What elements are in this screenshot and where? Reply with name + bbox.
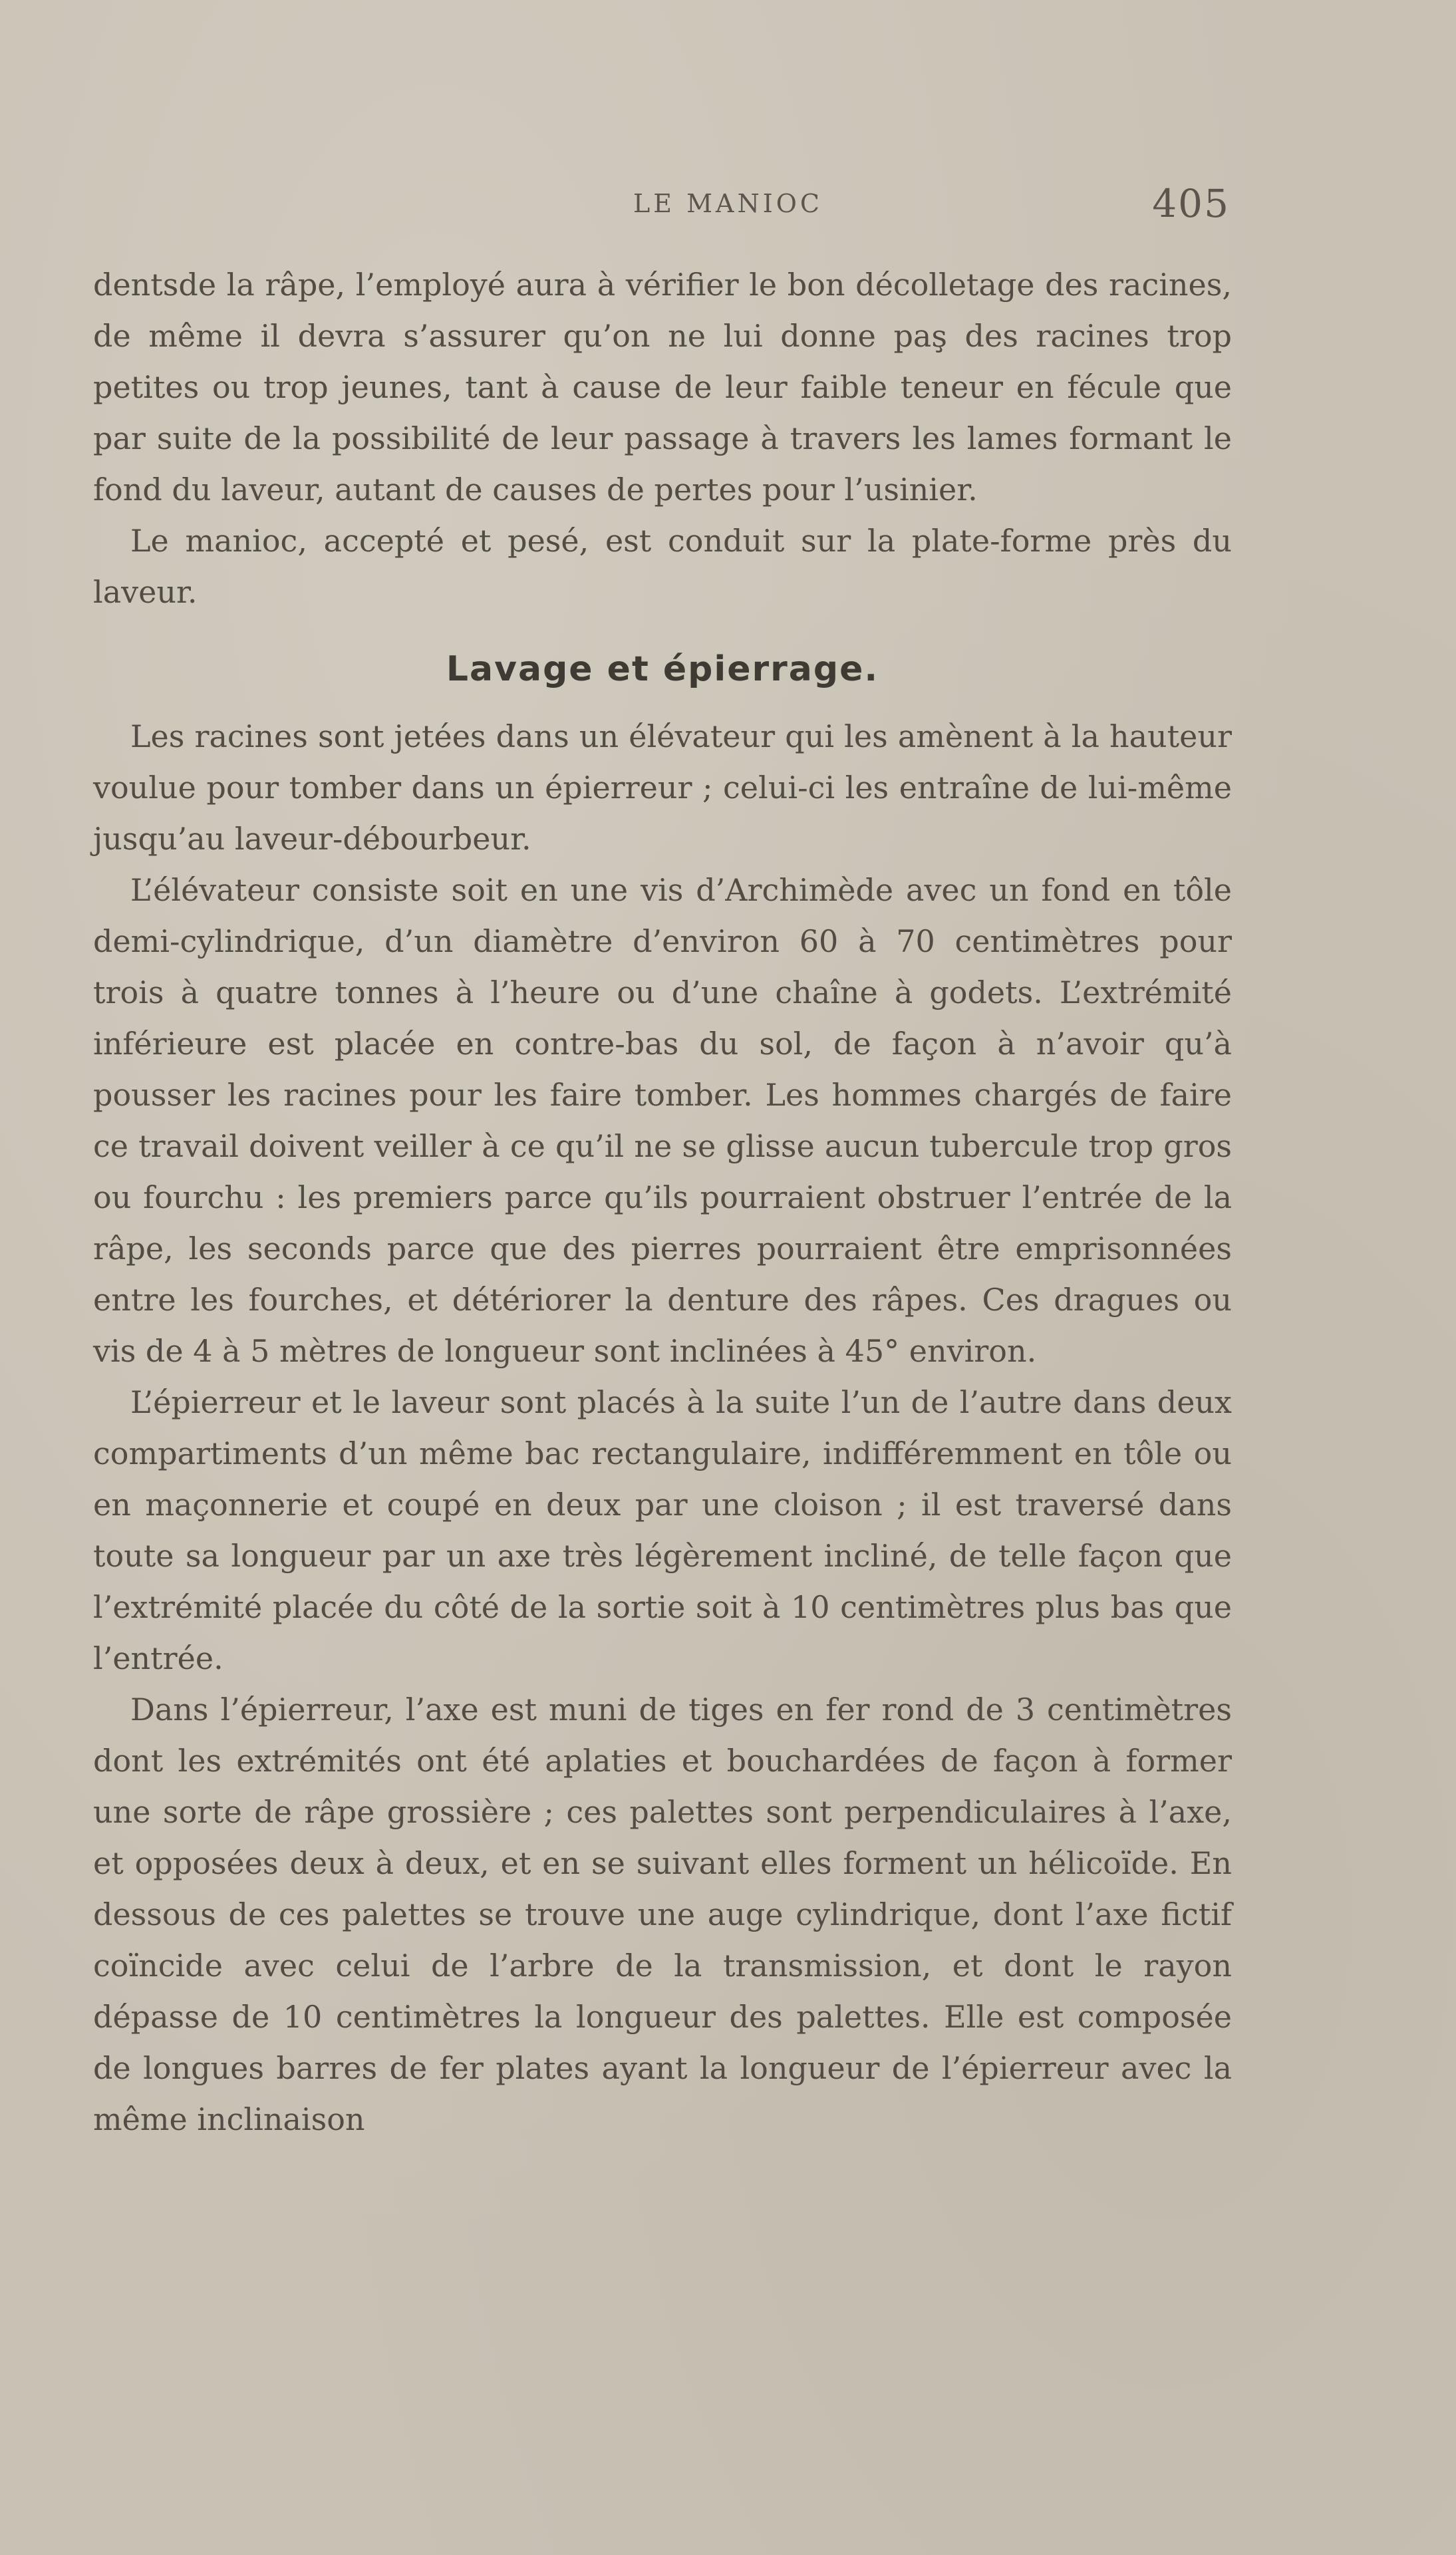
running-title: LE MANIOC <box>633 189 823 218</box>
running-header <box>0 181 1456 238</box>
paragraph-continued: dentsde la râpe, l’employé aura à vérifier le bon décolletage des racines, de même il devra s’assurer qu’on ne lui donne paş des racines trop petites ou trop jeunes, tant à cause de leur faible teneur en fécule que par suite de la possibilité de leur passage à travers les lames formant le fond du laveur, autant de causes de pertes pour l’usinier. <box>93 267 1232 508</box>
page-number: 405 <box>1152 181 1230 226</box>
paragraph: Les racines sont jetées dans un élévateur qui les amènent à la hauteur voulue pour tomber dans un épierreur ; celui-ci les entraîne de lui-même jusqu’au laveur-débourbeur. <box>93 718 1232 857</box>
paragraph: Le manioc, accepté et pesé, est conduit sur la plate-forme près du laveur. <box>93 523 1232 610</box>
paragraph: L’épierreur et le laveur sont placés à la suite l’un de l’autre dans deux compartiments d’un même bac rectangulaire, indifféremment en tôle ou en maçonnerie et coupé en deux par une cloison ; il est traversé dans toute sa longueur par un axe très légèrement incliné, de telle façon que l’extrémité placée du côté de la sortie soit à 10 centimètres plus bas que l’entrée. <box>93 1384 1232 1676</box>
paragraph: L’élévateur consiste soit en une vis d’Archimède avec un fond en tôle demi-cylindrique, d’un diamètre d’environ 60 à 70 centimètres pour trois à quatre tonnes à l’heure ou d’une chaîne à godets. L’extrémité inférieure est placée en contre-bas du sol, de façon à n’avoir qu’à pousser les racines pour les faire tomber. Les hommes chargés de faire ce travail doivent veiller à ce qu’il ne se glisse aucun tubercule trop gros ou fourchu : les premiers parce qu’ils pourraient obstruer l’entrée de la râpe, les seconds parce que des pierres pourraient être emprisonnées entre les fourches, et détériorer la denture des râpes. Ces dragues ou vis de 4 à 5 mètres de longueur sont inclinées à 45° environ. <box>93 872 1232 1369</box>
body-text <box>93 259 1232 2145</box>
paragraph: Dans l’épierreur, l’axe est muni de tiges en fer rond de 3 centimètres dont les extrémités ont été aplaties et bouchardées de façon à former une sorte de râpe grossière ; ces palettes sont perpendiculaires à l’axe, et opposées deux à deux, et en se suivant elles forment un hélicoïde. En dessous de ces palettes se trouve une auge cylindrique, dont l’axe fictif coïncide avec celui de l’arbre de la transmission, et dont le rayon dépasse de 10 centimètres la longueur des palettes. Elle est composée de longues barres de fer plates ayant la longueur de l’épierreur avec la même inclinaison <box>93 1692 1232 2137</box>
section-heading: Lavage et épierrage. <box>446 649 879 689</box>
